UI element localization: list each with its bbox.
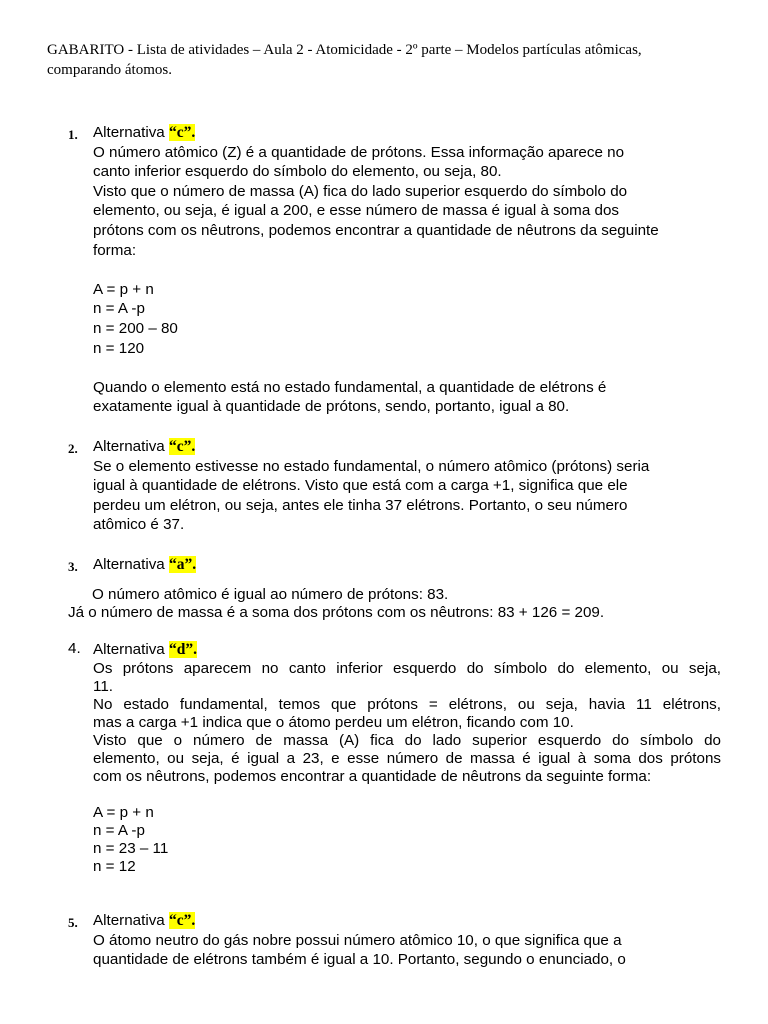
text-line: O átomo neutro do gás nobre possui número atômico 10, o que significa que a xyxy=(93,931,622,949)
text-line: igual à quantidade de elétrons. Visto que está com a carga +1, significa que ele xyxy=(93,477,628,495)
answer-item-4 xyxy=(93,640,721,876)
item-number: 1. xyxy=(68,127,78,142)
answer-highlight: “c”. xyxy=(168,438,196,455)
answer-item-1 xyxy=(93,123,659,417)
formula-line: n = A -p xyxy=(93,821,145,839)
text-line: Já o número de massa é a soma dos prótons com os nêutrons: 83 + 126 = 209. xyxy=(68,604,605,621)
item-number: 5. xyxy=(68,915,78,930)
text-line: mas a carga +1 indica que o átomo perdeu um elétron, ficando com 10. xyxy=(93,713,574,731)
text-line: O número atômico (Z) é a quantidade de prótons. Essa informação aparece no xyxy=(93,143,625,161)
answer-highlight: “d”. xyxy=(168,641,197,658)
answer-highlight: “c”. xyxy=(168,912,196,929)
blank-line xyxy=(93,786,721,804)
answer-heading: Alternativa “c”. xyxy=(93,124,196,141)
text-line: 11. xyxy=(93,677,113,695)
item-number: 2. xyxy=(68,441,78,456)
answer-heading: Alternativa “d”. xyxy=(93,641,197,658)
text-line: Visto que o número de massa (A) fica do lado superior esquerdo do símbolo do xyxy=(93,182,628,200)
text-line: Se o elemento estivesse no estado fundamental, o número atômico (prótons) seria xyxy=(93,457,650,475)
text-line: Quando o elemento está no estado fundamental, a quantidade de elétrons é xyxy=(93,378,607,396)
formula-line: n = 200 – 80 xyxy=(93,319,178,337)
formula-line: n = 120 xyxy=(93,339,145,357)
blank-line xyxy=(93,260,659,280)
answer-heading: Alternativa “c”. xyxy=(93,438,196,455)
text-line: elemento, ou seja, é igual a 23, e esse número de massa é igual à soma dos prótons xyxy=(93,749,721,767)
text-line: forma: xyxy=(93,241,137,259)
answer-item-2 xyxy=(93,437,649,535)
text-line: No estado fundamental, temos que prótons = elétrons, ou seja, havia 11 elétrons, xyxy=(93,695,721,713)
answer-item-3 xyxy=(93,555,196,575)
title-line-1: GABARITO - Lista de atividades – Aula 2 - Atomicidade - 2º parte – Modelos partículas atômicas, xyxy=(47,42,642,58)
formula-line: A = p + n xyxy=(93,280,154,298)
text-line: quantidade de elétrons também é igual a 10. Portanto, segundo o enunciado, o xyxy=(93,951,626,969)
item-number: 4. xyxy=(68,640,81,657)
answer-heading: Alternativa “a”. xyxy=(93,556,197,573)
answer-highlight: “c”. xyxy=(168,124,196,141)
text-line: exatamente igual à quantidade de prótons, sendo, portanto, igual a 80. xyxy=(93,398,570,416)
item-number: 3. xyxy=(68,559,78,574)
formula-line: n = 12 xyxy=(93,857,136,875)
text-line: atômico é 37. xyxy=(93,516,185,534)
answer-highlight: “a”. xyxy=(168,556,197,573)
text-line: canto inferior esquerdo do símbolo do elemento, ou seja, 80. xyxy=(93,163,502,181)
answer-item-5 xyxy=(93,911,626,970)
text-line: prótons com os nêutrons, podemos encontrar a quantidade de nêutrons da seguinte xyxy=(93,221,659,239)
text-line: Os prótons aparecem no canto inferior esquerdo do símbolo do elemento, ou seja, xyxy=(93,659,721,677)
text-line: elemento, ou seja, é igual a 200, e esse número de massa é igual à soma dos xyxy=(93,202,619,220)
text-line: com os nêutrons, podemos encontrar a quantidade de nêutrons da seguinte forma: xyxy=(93,767,652,785)
page-title xyxy=(47,40,737,80)
answer-heading: Alternativa “c”. xyxy=(93,912,196,929)
formula-line: n = A -p xyxy=(93,300,145,318)
text-line: perdeu um elétron, ou seja, antes ele tinha 37 elétrons. Portanto, o seu número xyxy=(93,496,628,514)
text-line: Visto que o número de massa (A) fica do lado superior esquerdo do símbolo do xyxy=(93,731,721,749)
title-line-2: comparando átomos. xyxy=(47,62,172,78)
formula-line: A = p + n xyxy=(93,803,154,821)
formula-line: n = 23 – 11 xyxy=(93,839,169,857)
text-line: O número atômico é igual ao número de prótons: 83. xyxy=(92,586,449,603)
blank-line xyxy=(93,358,659,378)
